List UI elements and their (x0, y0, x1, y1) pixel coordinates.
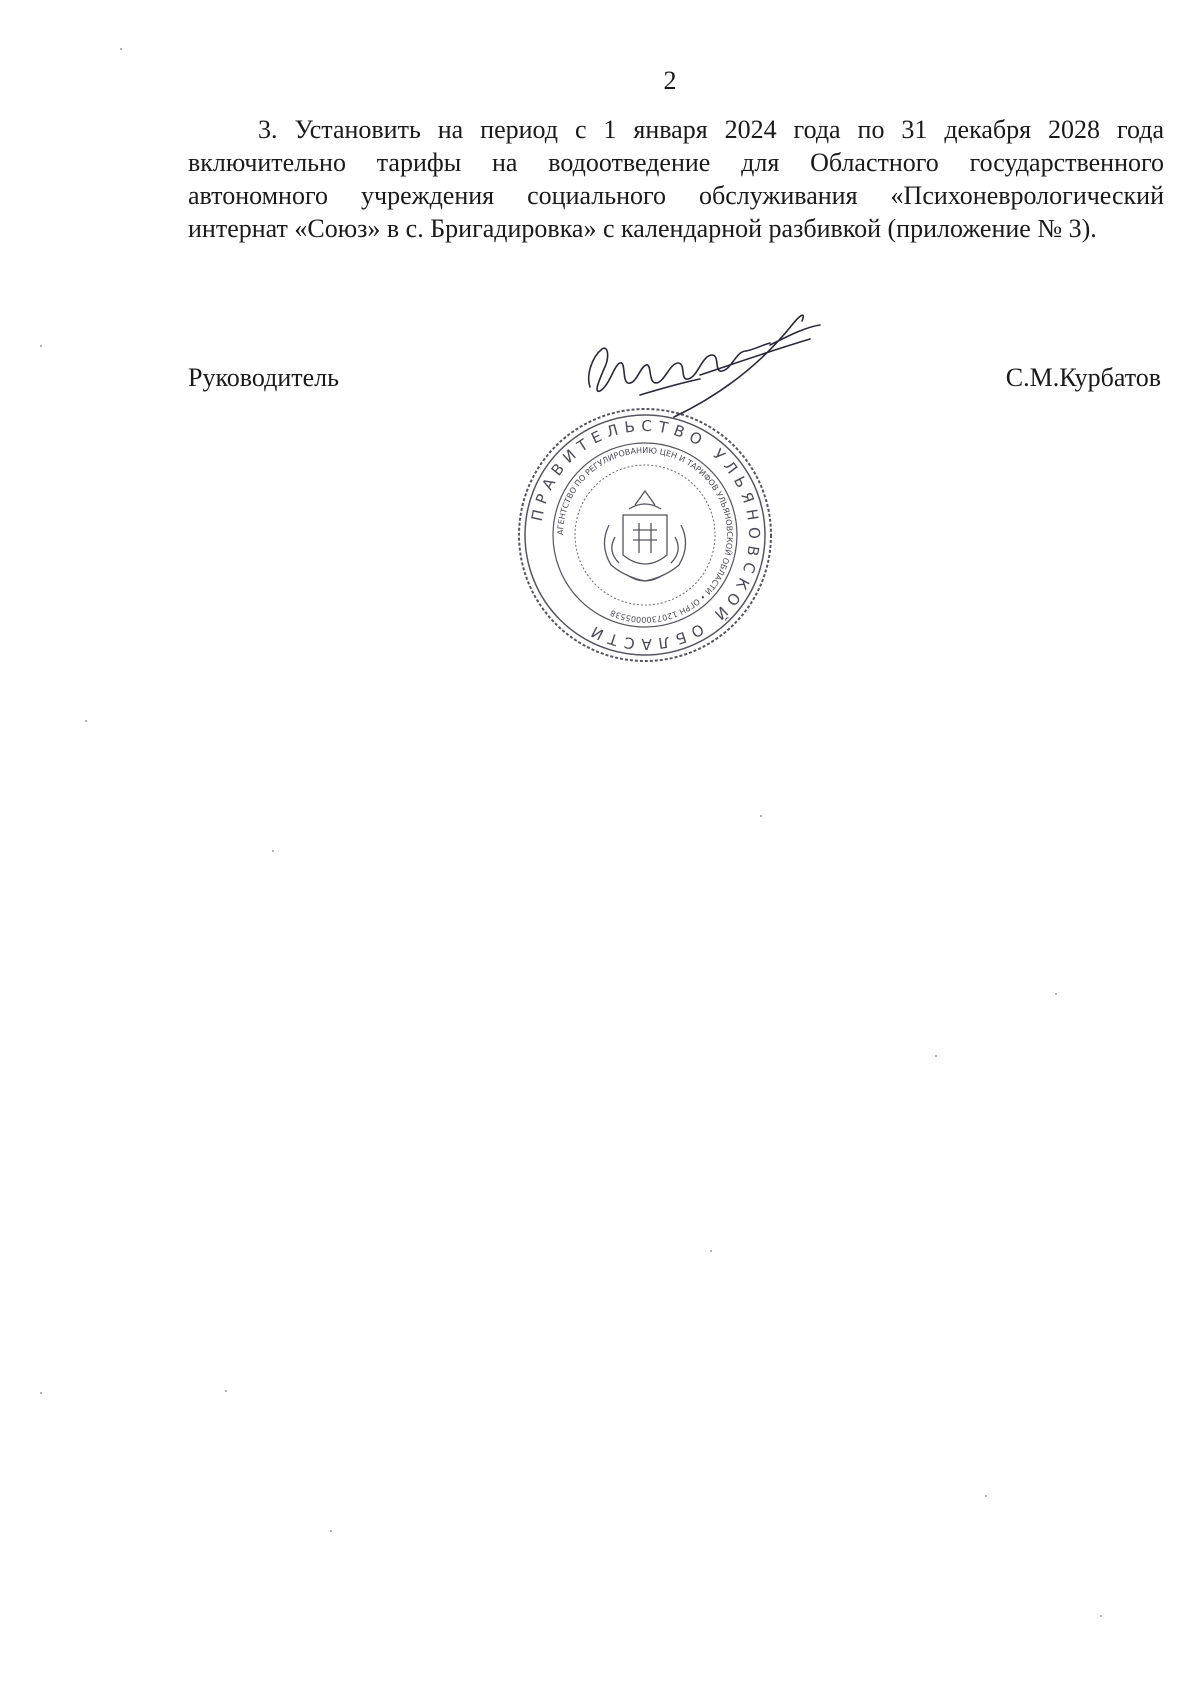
scan-speck (272, 850, 274, 852)
signatory-role: Руководитель (188, 363, 339, 392)
page-number: 2 (663, 66, 677, 95)
scan-speck (1100, 1615, 1102, 1617)
scan-speck (85, 720, 87, 722)
scan-speck (40, 1392, 42, 1394)
scan-speck (985, 1495, 987, 1497)
scan-speck (225, 1390, 227, 1392)
handwritten-signature (580, 305, 870, 445)
scan-speck (710, 1250, 712, 1252)
svg-text:АГЕНТСТВО ПО РЕГУЛИРОВАНИЮ ЦЕН: АГЕНТСТВО ПО РЕГУЛИРОВАНИЮ ЦЕН И ТАРИФОВ УЛЬЯНОВСКОЙ ОБЛАСТИ • ОГРН 1207300005538 (555, 445, 735, 625)
paragraph-item-3: 3. Установить на период с 1 января 2024 года по 31 декабря 2028 года включительно тарифы на водоотведение для Областного государственного автономного учреждения социального обслуживания «Психоневрологический интернат «Союз» в с. Бригадировка» с календарной разбивкой (приложение № 3). (188, 115, 1164, 243)
scan-speck (760, 815, 762, 817)
scan-speck (40, 345, 42, 347)
scan-speck (120, 48, 122, 50)
signatory-name: С.М.Курбатов (1005, 363, 1161, 392)
scan-speck (1055, 993, 1057, 995)
scan-speck (935, 1055, 937, 1057)
svg-text:ПРАВИТЕЛЬСТВО УЛЬЯНОВСКОЙ ОБЛА: ПРАВИТЕЛЬСТВО УЛЬЯНОВСКОЙ ОБЛАСТИ (527, 416, 764, 654)
scan-speck (330, 1530, 332, 1532)
